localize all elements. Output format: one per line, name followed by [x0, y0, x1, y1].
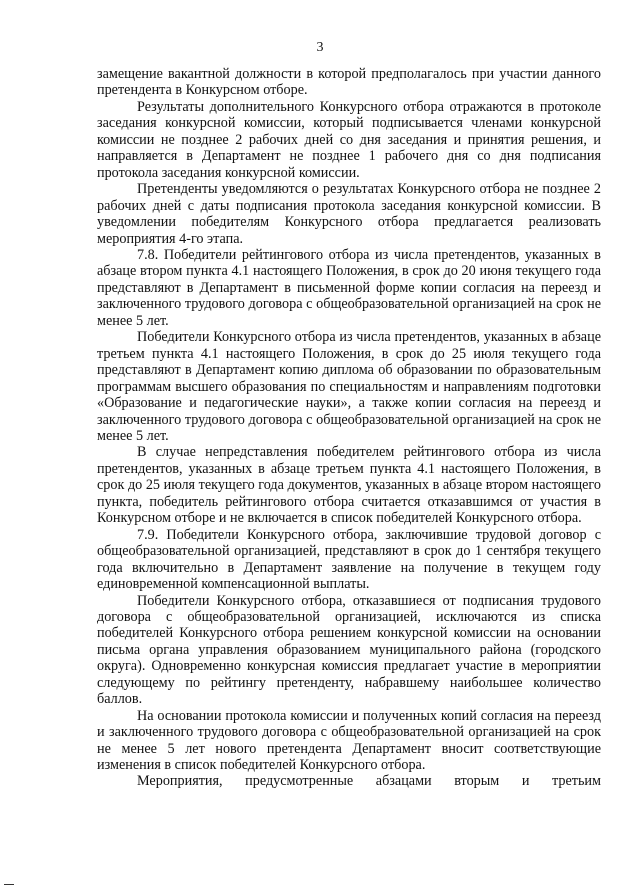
paragraph-list-changes: На основании протокола комиссии и полученных копий согласия на переезд и заключенного трудового договора с общеобразовательной организацией на срок не менее 5 лет нового претендента Департамент вносит соответствующие изменения в список победителей Конкурсного отбора. [97, 707, 601, 774]
scan-mark [4, 884, 14, 885]
paragraph-measures-start: Мероприятия, предусмотренные абзацами вторым и третьим [137, 773, 601, 790]
paragraph-continuation: замещение вакантной должности в которой предполагалось при участии данного претендента в Конкурсном отборе. [97, 66, 601, 99]
document-body [97, 66, 601, 790]
paragraph-clause-7-9: 7.9. Победители Конкурсного отбора, заключившие трудовой договор с общеобразовательной организацией, представляют в срок до 1 сентября текущего года включительно в Департамент заявление на получение в текущем году единовременной компенсационной выплаты. [97, 526, 601, 593]
paragraph-candidates-notification: Претенденты уведомляются о результатах Конкурсного отбора не позднее 2 рабочих дней с даты подписания протокола заседания конкурсной комиссии. В уведомлении победителям Конкурсного отбора предлагается реализовать мероприятия 4-го этапа. [97, 181, 601, 247]
page-number: 3 [316, 40, 324, 55]
paragraph-non-submission: В случае непредставления победителем рейтингового отбора из числа претендентов, указанных в абзаце третьем пункта 4.1 настоящего Положения, в срок до 25 июля текущего года документов, указанных в абзаце втором настоящего пункта, победитель рейтингового отбора считается отказавшимся от участия в Конкурсном отборе и не включается в список победителей Конкурсного отбора. [97, 444, 601, 527]
paragraph-clause-7-8: 7.8. Победители рейтингового отбора из числа претендентов, указанных в абзаце втором пункта 4.1 настоящего Положения, в срок до 20 июня текущего года представляют в Департамент в письменной форме копии согласия на переезд и заключенного трудового договора с общеобразовательной организацией на срок не менее 5 лет. [97, 246, 601, 329]
paragraph-diploma-submission: Победители Конкурсного отбора из числа претендентов, указанных в абзаце третьем пункта 4.1 настоящего Положения, в срок до 25 июля текущего года представляют в Департамент копию диплома об образовании по образовательным программам высшего образования по специальностям и направлениям подготовки «Образование и педагогические науки», а также копии согласия на переезд и заключенного трудового договора с общеобразовательной организацией на срок не менее 5 лет. [97, 329, 601, 444]
paragraph-refusal-exclusion: Победители Конкурсного отбора, отказавшиеся от подписания трудового договора с общеобразовательной организацией, исключаются из списка победителей Конкурсного отбора решением конкурсной комиссии на основании письма органа управления образованием муниципального района (городского округа). Одновременно конкурсная комиссия предлагает участие в мероприятии следующему по рейтингу претенденту, набравшему наибольшее количество баллов. [97, 592, 601, 708]
paragraph-results-protocol: Результаты дополнительного Конкурсного отбора отражаются в протоколе заседания конкурсной комиссии, который подписывается членами конкурсной комиссии не позднее 2 рабочих дней со дня заседания и принятия решения, и направляется в Департамент не позднее 1 рабочего дня со дня подписания протокола заседания конкурсной комиссии. [97, 98, 601, 181]
